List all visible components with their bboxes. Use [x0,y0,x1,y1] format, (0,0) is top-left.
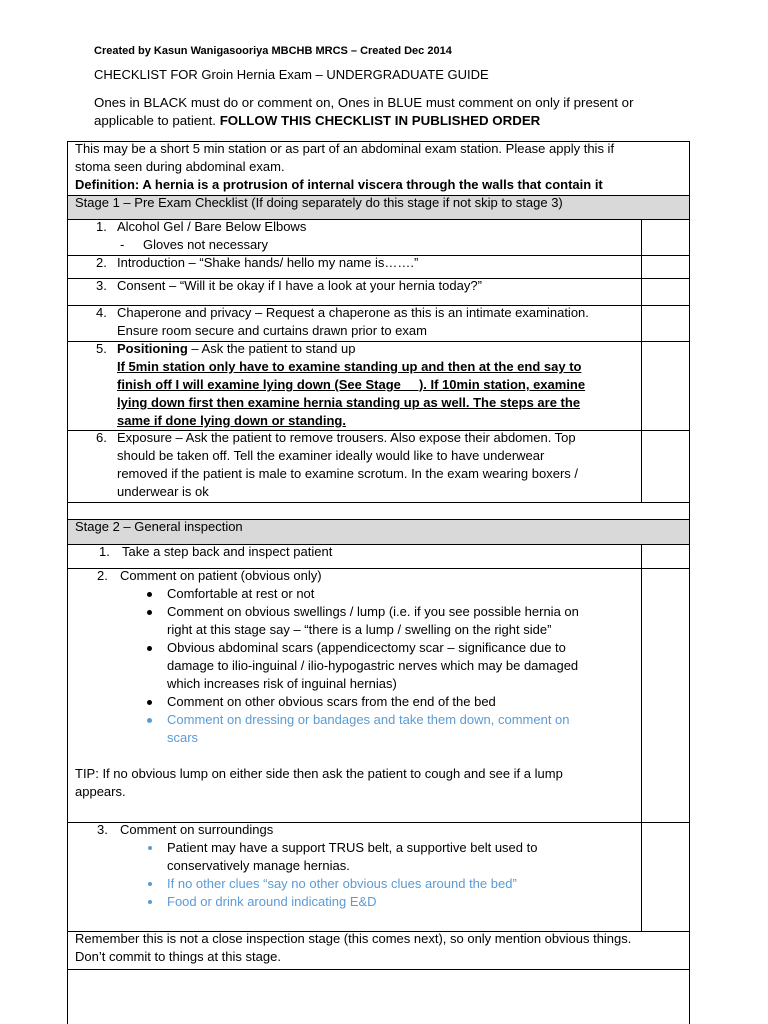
item-number: 2. [97,568,108,583]
cell-content [68,567,689,801]
item-line [68,543,689,561]
item-number: 1. [99,544,110,559]
item-line [68,340,689,358]
stage2-item-3 [67,822,690,932]
stage2-heading: Stage 2 – General inspection [75,519,243,534]
stage1-item-5 [67,341,690,431]
bullet-line [68,875,689,893]
stage2-item-1 [67,544,690,569]
sub-item-line [68,236,689,254]
emphasis-line: If 5min station only have to examine standing up and then at the end say to [117,359,582,374]
bullet-icon [148,900,152,904]
bullet-line [68,603,689,621]
item-line [68,218,689,236]
tick-box [641,256,689,278]
item-text: Consent – “Will it be okay if I have a look at your hernia today?” [117,278,482,293]
sub-item-text: Gloves not necessary [143,237,269,252]
stage2-item-2 [67,568,690,823]
tick-box [641,569,689,822]
bullet-line [68,639,689,657]
item-text: Comment on patient (obvious only) [120,568,322,583]
bullet-icon [147,610,152,615]
bullet-text: Food or drink around indicating E&D [167,894,377,909]
bullet-line [68,585,689,603]
bullet-text: Obvious abdominal scars (appendicectomy scar – significance due to [167,640,566,655]
stage1-heading: Stage 1 – Pre Exam Checklist (If doing separately do this stage if not skip to stage 3) [75,195,563,210]
color-legend-line [94,112,540,130]
bullet-icon [147,646,152,651]
intro-text-line: stoma seen during abdominal exam. [75,159,285,174]
cell-content [68,518,689,536]
item-number: 1. [96,219,107,234]
tick-box [641,431,689,502]
item-line [68,429,689,447]
cell-content [68,429,689,501]
bullet-line [68,711,689,729]
bullet-text: Comment on other obvious scars from the end of the bed [167,694,496,709]
cell-content [68,254,689,272]
bullet-line [68,839,689,857]
document-title: CHECKLIST FOR Groin Hernia Exam – UNDERGRADUATE GUIDE [94,67,489,82]
empty-row [67,969,690,1024]
color-legend-line: Ones in BLACK must do or comment on, Ones in BLUE must comment on only if present or [94,95,634,110]
author-credit: Created by Kasun Wanigasooriya MBCHB MRCS – Created Dec 2014 [94,45,452,57]
bullet-line [68,893,689,911]
tick-box [641,545,689,568]
cell-content [68,194,689,212]
bullet-text-line: damage to ilio-inguinal / ilio-hypogastric nerves which may be damaged [167,658,579,673]
bullet-icon [148,882,152,886]
tip-line: appears. [75,784,126,799]
item-text: Take a step back and inspect patient [122,544,333,559]
item-text-line: removed if the patient is male to examine scrotum. In the exam wearing boxers / [117,466,578,481]
stage1-heading-row [67,195,690,220]
emphasis-line: finish off I will examine lying down (See Stage __). If 10min station, examine [117,377,586,392]
cell-content [68,821,689,911]
item-number: 2. [96,255,107,270]
tick-box [641,220,689,255]
item-line [68,821,689,839]
cell-content [68,930,689,966]
spacer-line [68,747,689,765]
bullet-text: If no other clues “say no other obvious clues around the bed” [167,876,517,891]
intro-row [67,141,690,196]
bullet-text-line: scars [167,730,199,745]
item-text-line: Ensure room secure and curtains drawn prior to exam [117,323,427,338]
emphasis-line: lying down first then examine hernia standing up as well. The steps are the [117,395,581,410]
item-number: 5. [96,341,107,356]
bullet-line [68,693,689,711]
stage1-item-3 [67,278,690,306]
stage1-item-1 [67,219,690,256]
item-line [68,277,689,295]
tick-box [641,306,689,341]
item-line [68,567,689,585]
cell-content [68,340,689,430]
cell-content [68,277,689,295]
intro-text-line: This may be a short 5 min station or as part of an abdominal exam station. Please apply this if [75,141,615,156]
tick-box [641,342,689,430]
bullet-text: Comfortable at rest or not [167,586,315,601]
bullet-icon [147,718,152,723]
bullet-icon [148,846,152,850]
closing-note-line: Don’t commit to things at this stage. [75,949,281,964]
color-legend-text: applicable to patient. [94,113,216,128]
item-text: Introduction – “Shake hands/ hello my name is…….” [117,255,419,270]
item-text: – Ask the patient to stand up [191,341,356,356]
closing-note-row [67,931,690,970]
item-text: Alcohol Gel / Bare Below Elbows [117,219,307,234]
sub-item-marker: - [120,237,125,252]
cell-content [68,543,689,561]
hernia-definition: Definition: A hernia is a protrusion of internal viscera through the walls that contain it [75,177,603,192]
item-lead: Positioning [117,341,188,356]
item-number: 3. [97,822,108,837]
bullet-text-line: right at this stage say – “there is a lump / swelling on the right side” [167,622,552,637]
order-instruction: FOLLOW THIS CHECKLIST IN PUBLISHED ORDER [219,113,541,128]
tick-box [641,279,689,305]
bullet-text: Comment on obvious swellings / lump (i.e. if you see possible hernia on [167,604,579,619]
item-line [68,304,689,322]
item-text: Exposure – Ask the patient to remove trousers. Also expose their abdomen. Top [117,430,576,445]
item-text: Comment on surroundings [120,822,274,837]
emphasis-line: same if done lying down or standing. [117,413,346,428]
stage1-item-2 [67,255,690,279]
item-number: 6. [96,430,107,445]
cell-content [68,218,689,254]
cell-content [68,140,689,194]
stage1-item-6 [67,430,690,503]
bullet-text-line: conservatively manage hernias. [167,858,350,873]
item-text-line: should be taken off. Tell the examiner ideally would like to have underwear [117,448,545,463]
bullet-text-line: which increases risk of inguinal hernias) [167,676,397,691]
tick-box [641,823,689,931]
item-number: 3. [96,278,107,293]
bullet-text: Comment on dressing or bandages and take them down, comment on [167,712,570,727]
cell-content [68,304,689,340]
bullet-icon [147,592,152,597]
item-line [68,254,689,272]
bullet-text: Patient may have a support TRUS belt, a supportive belt used to [167,840,538,855]
stage2-heading-row [67,519,690,545]
stage1-item-4 [67,305,690,342]
closing-note-line: Remember this is not a close inspection stage (this comes next), so only mention obvious things. [75,931,632,946]
tip-line: TIP: If no obvious lump on either side then ask the patient to cough and see if a lump [75,766,563,781]
item-number: 4. [96,305,107,320]
bullet-icon [147,700,152,705]
item-text: Chaperone and privacy – Request a chaperone as this is an intimate examination. [117,305,589,320]
item-text-line: underwear is ok [117,484,209,499]
